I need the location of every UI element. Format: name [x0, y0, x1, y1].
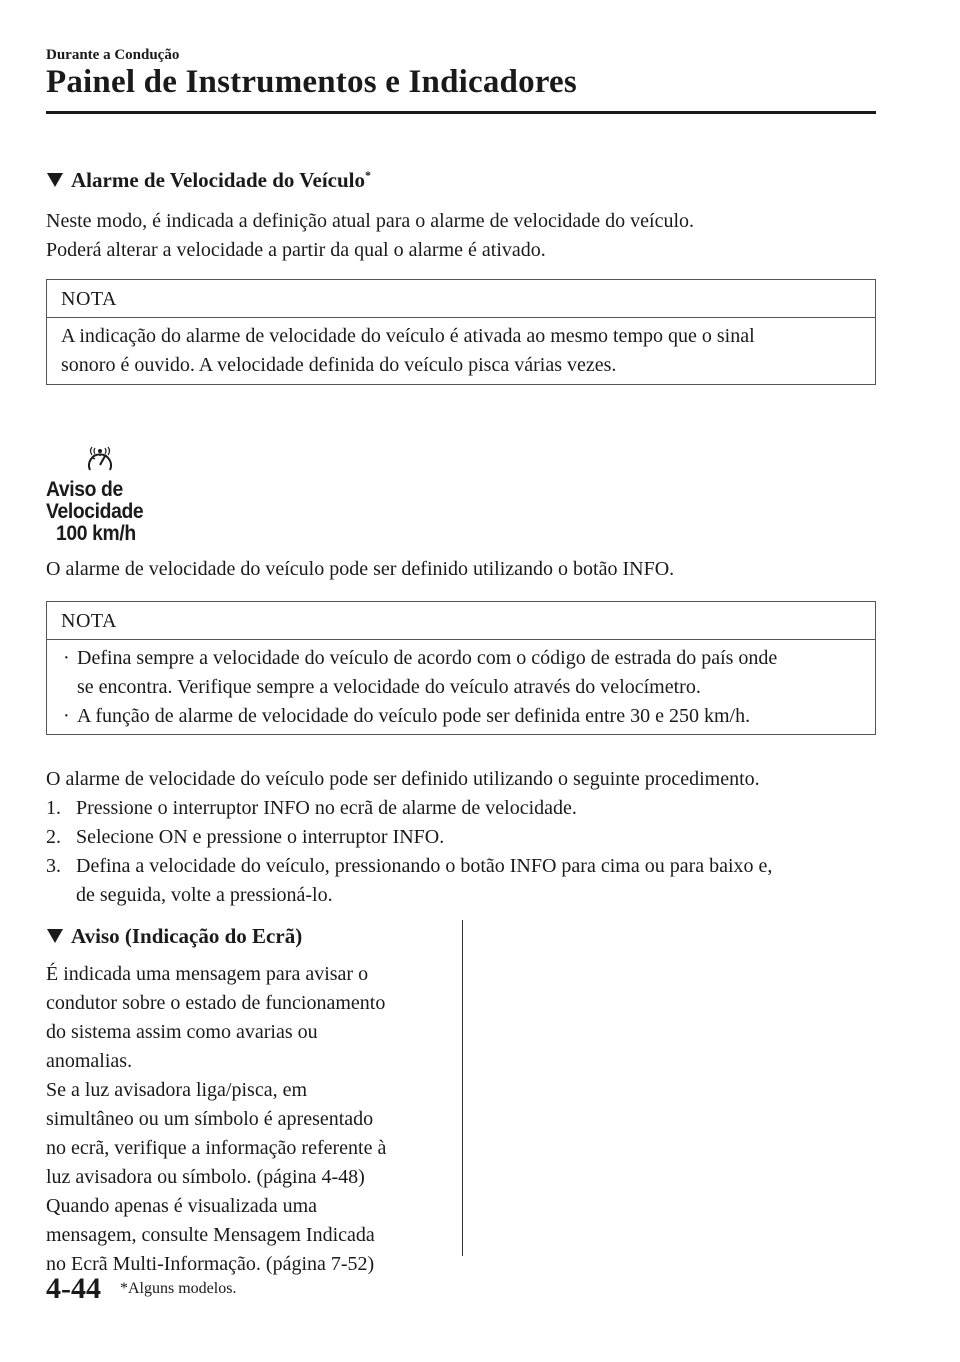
procedure-intro: O alarme de velocidade do veículo pode ser definido utilizando o seguinte procedimento.	[46, 768, 760, 790]
note-label: NOTA	[47, 602, 875, 640]
step-text: Defina a velocidade do veículo, pressionando o botão INFO para cima ou para baixo e,	[76, 855, 773, 877]
triangle-bullet-icon	[47, 173, 63, 187]
note-box-2	[46, 601, 876, 735]
step-text: de seguida, volte a pressioná-lo.	[76, 884, 333, 906]
page-number: 4-44	[46, 1272, 101, 1305]
section-label: Durante a Condução	[46, 47, 180, 63]
warning-line: Quando apenas é visualizada uma	[46, 1195, 318, 1217]
step-text: Pressione o interruptor INFO no ecrã de alarme de velocidade.	[76, 797, 577, 819]
warning-line: É indicada uma mensagem para avisar o	[46, 963, 369, 985]
note-body	[47, 318, 875, 388]
note-label: NOTA	[47, 280, 875, 318]
page-title: Painel de Instrumentos e Indicadores	[46, 64, 577, 100]
speed-alarm-heading-text: Alarme de Velocidade do Veículo	[71, 168, 366, 192]
intro-line: Neste modo, é indicada a definição atual para o alarme de velocidade do veículo.	[46, 210, 695, 232]
note-box-1	[46, 279, 876, 385]
warning-line: no Ecrã Multi-Informação. (página 7-52)	[46, 1253, 375, 1275]
warning-line: mensagem, consulte Mensagem Indicada	[46, 1224, 375, 1246]
warning-line: simultâneo ou um símbolo é apresentado	[46, 1108, 374, 1130]
procedure-step	[46, 823, 876, 852]
warning-body	[46, 960, 456, 1279]
warning-heading	[46, 924, 302, 949]
procedure-step	[46, 852, 876, 910]
note-line: A função de alarme de velocidade do veículo pode ser definida entre 30 e 250 km/h.	[77, 705, 751, 727]
warning-heading-text: Aviso (Indicação do Ecrã)	[71, 924, 303, 948]
column-divider	[462, 920, 463, 1256]
warning-line: condutor sobre o estado de funcionamento	[46, 992, 386, 1014]
speedometer-warning-icon	[84, 444, 116, 476]
note-body	[47, 640, 875, 739]
triangle-bullet-icon	[47, 929, 63, 943]
note-line: Defina sempre a velocidade do veículo de acordo com o código de estrada do país onde	[77, 647, 778, 669]
bullet-dot: ·	[63, 647, 70, 669]
models-mark: *	[365, 168, 372, 182]
note-line: sonoro é ouvido. A velocidade definida do veículo pisca várias vezes.	[61, 354, 617, 376]
note-line: A indicação do alarme de velocidade do veículo é ativada ao mesmo tempo que o sinal	[61, 325, 755, 347]
warning-line: luz avisadora ou símbolo. (página 4-48)	[46, 1166, 365, 1188]
procedure	[46, 765, 876, 910]
display-line-2: Velocidade	[46, 500, 144, 523]
title-rule	[46, 111, 876, 114]
info-button-text: O alarme de velocidade do veículo pode ser definido utilizando o botão INFO.	[46, 558, 675, 580]
note-line: se encontra. Verifique sempre a velocidade do veículo através do velocímetro.	[77, 676, 701, 698]
step-number: 3.	[46, 855, 61, 877]
step-text: Selecione ON e pressione o interruptor INFO.	[76, 826, 445, 848]
note-bullet	[61, 702, 861, 731]
intro-line: Poderá alterar a velocidade a partir da qual o alarme é ativado.	[46, 239, 546, 261]
step-number: 1.	[46, 797, 61, 819]
speed-alarm-heading	[46, 168, 371, 193]
bullet-dot: ·	[63, 705, 70, 727]
warning-line: anomalias.	[46, 1050, 133, 1072]
warning-line: do sistema assim como avarias ou	[46, 1021, 318, 1043]
footer-note: *Alguns modelos.	[120, 1280, 237, 1297]
procedure-step	[46, 794, 876, 823]
note-bullet	[61, 644, 861, 702]
speed-alarm-intro	[46, 207, 876, 265]
speed-warning-display	[46, 444, 166, 544]
display-line-1: Aviso de	[46, 478, 123, 501]
step-number: 2.	[46, 826, 61, 848]
warning-line: Se a luz avisadora liga/pisca, em	[46, 1079, 308, 1101]
warning-line: no ecrã, verifique a informação referente à	[46, 1137, 387, 1159]
display-speed-value: 100 km/h	[56, 522, 136, 545]
